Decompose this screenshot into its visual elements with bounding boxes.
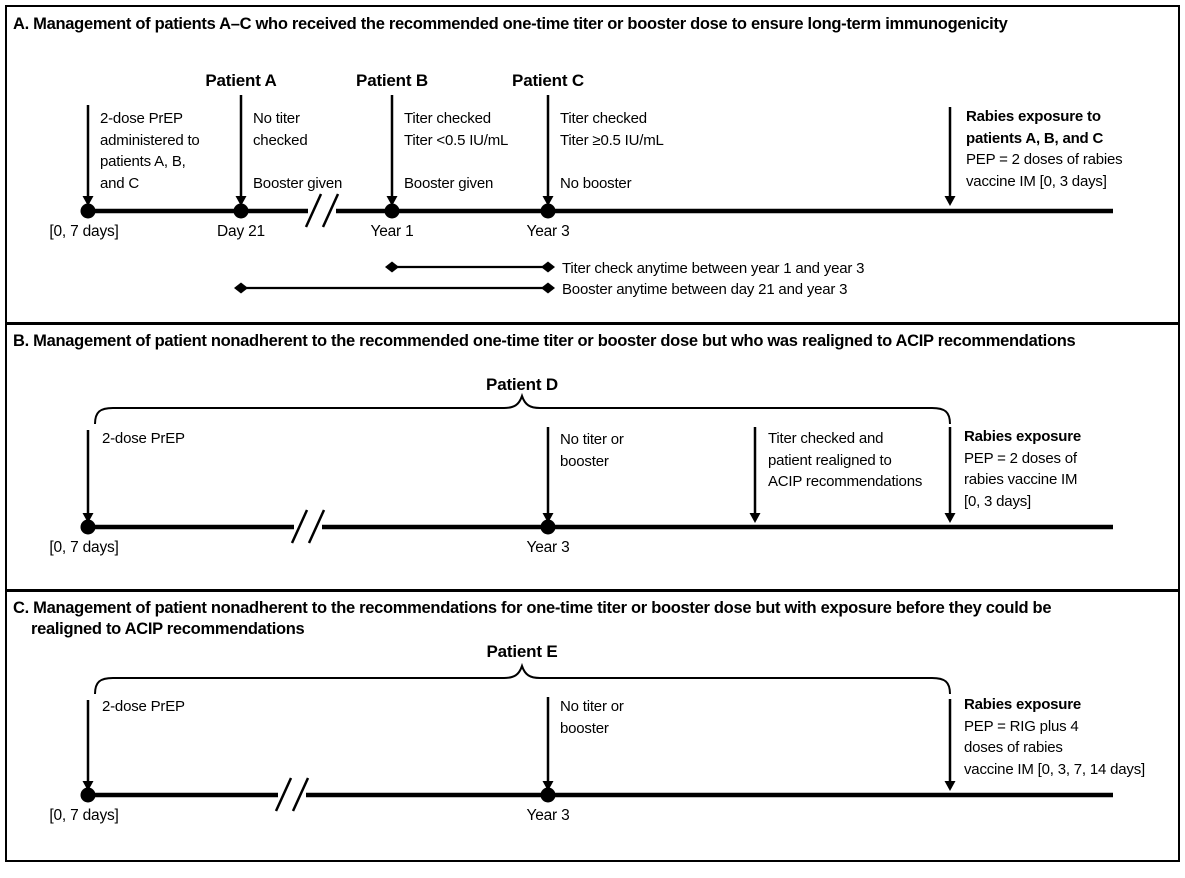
event-no-titer-checked: No titer checked [253,110,308,149]
panel-c-title-line1: C. Management of patient nonadherent to the recommendations for one-time titer or booster dose but with exposure before they could be [13,599,1052,617]
axis-label-year-3-a: Year 3 [526,223,570,240]
event-booster-given-b: Booster given [404,175,494,192]
axis-label-year-1: Year 1 [370,223,414,240]
event-rabies-exposure-e: Rabies exposure PEP = RIG plus 4 doses of rabies vaccine IM [0, 3, 7, 14 days] [964,696,1145,778]
event-no-titer-booster-e: No titer or booster [560,698,624,737]
panel-b-title: B. Management of patient nonadherent to the recommended one-time titer or booster dose but who was realigned to ACIP recommendations [13,332,1076,350]
axis-label-day-21: Day 21 [217,223,265,240]
event-titer-low: Titer checked Titer <0.5 IU/mL [404,110,509,149]
range-label-titer-check: Titer check anytime between year 1 and year 3 [562,260,865,277]
event-prep-e: 2-dose PrEP [102,698,185,715]
patient-b-label: Patient B [356,71,428,90]
axis-label-year-3-b: Year 3 [526,539,570,556]
event-rabies-exposure-d: Rabies exposure PEP = 2 doses of rabies vaccine IM [0, 3 days] [964,428,1082,510]
patient-a-label: Patient A [205,71,277,90]
patient-d-label: Patient D [486,375,558,394]
range-label-booster: Booster anytime between day 21 and year 3 [562,281,848,298]
axis-label-year-3-c: Year 3 [526,807,570,824]
event-titer-high: Titer checked Titer ≥0.5 IU/mL [560,110,664,149]
event-no-booster: No booster [560,175,632,192]
panel-a-b-divider [5,322,1178,325]
event-rabies-exposure-abc: Rabies exposure to patients A, B, and C PEP = 2 doses of rabies vaccine IM [0, 3 days] [966,108,1123,190]
panel-a-title: A. Management of patients A–C who received the recommended one-time titer or booster dose to ensure long-term immunogenicity [13,15,1008,33]
panel-c-title-line2: realigned to ACIP recommendations [31,620,305,638]
event-prep-d: 2-dose PrEP [102,430,185,447]
event-no-titer-booster-d: No titer or booster [560,431,624,470]
axis-label-0-7-days-a: [0, 7 days] [49,223,119,240]
event-realigned: Titer checked and patient realigned to ACIP recommendations [768,430,923,490]
panel-b-c-divider [5,589,1178,592]
event-prep-abc: 2-dose PrEP administered to patients A, B, and C [100,110,200,192]
patient-e-label: Patient E [486,642,558,661]
axis-label-0-7-days-c: [0, 7 days] [49,807,119,824]
patient-c-label: Patient C [512,71,584,90]
event-booster-given-a: Booster given [253,175,343,192]
axis-label-0-7-days-b: [0, 7 days] [49,539,119,556]
